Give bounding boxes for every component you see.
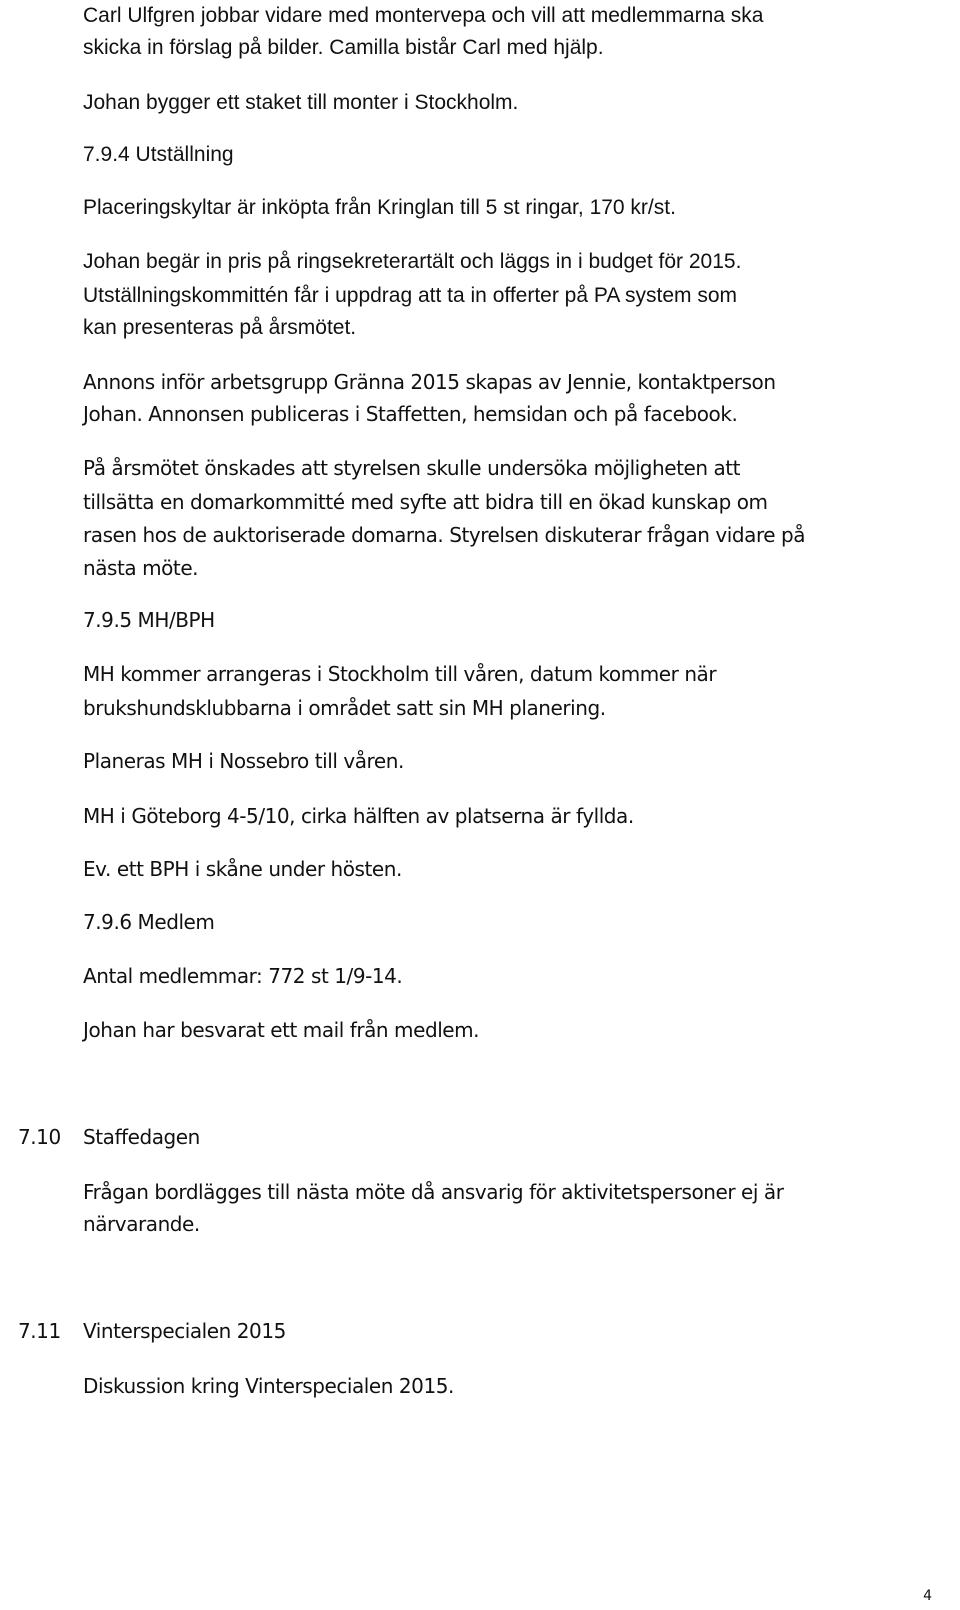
paragraph-line: skicka in förslag på bilder. Camilla bistår Carl med hjälp.	[83, 36, 604, 59]
paragraph-line: Antal medlemmar: 772 st 1/9-14.	[83, 964, 403, 988]
section-heading	[18, 1121, 200, 1153]
paragraph-line: Frågan bordlägges till nästa möte då ansvarig för aktivitetspersoner ej är	[83, 1180, 784, 1204]
paragraph-line: På årsmötet önskades att styrelsen skulle undersöka möjligheten att	[83, 456, 741, 480]
section-number: 7.11	[18, 1319, 61, 1343]
paragraph-line: tillsätta en domarkommitté med syfte att bidra till en ökad kunskap om	[83, 490, 768, 514]
paragraph-line: Utställningskommittén får i uppdrag att ta in offerter på PA system som	[83, 284, 738, 307]
section-heading	[18, 1315, 286, 1347]
paragraph-line: kan presenteras på årsmötet.	[83, 316, 357, 339]
section-title: Staffedagen	[83, 1125, 200, 1149]
paragraph-line: Johan bygger ett staket till monter i Stockholm.	[83, 91, 519, 114]
paragraph-line: Annons inför arbetsgrupp Gränna 2015 skapas av Jennie, kontaktperson	[83, 370, 776, 394]
paragraph-line: rasen hos de auktoriserade domarna. Styrelsen diskuterar frågan vidare på	[83, 523, 806, 547]
paragraph-line: Johan. Annonsen publiceras i Staffetten, hemsidan och på facebook.	[83, 402, 738, 426]
paragraph-line: brukshundsklubbarna i området satt sin MH planering.	[83, 696, 606, 720]
paragraph-line: Carl Ulfgren jobbar vidare med montervepa och vill att medlemmarna ska	[83, 4, 764, 27]
subsection-title: 7.9.5 MH/BPH	[83, 608, 215, 632]
paragraph-line: Johan har besvarat ett mail från medlem.	[83, 1018, 480, 1042]
section-title: Vinterspecialen 2015	[83, 1319, 286, 1343]
paragraph-line: Diskussion kring Vinterspecialen 2015.	[83, 1374, 454, 1398]
subsection-title: 7.9.4 Utställning	[83, 143, 234, 166]
paragraph-line: Ev. ett BPH i skåne under hösten.	[83, 857, 402, 881]
subsection-title: 7.9.6 Medlem	[83, 910, 215, 934]
section-number: 7.10	[18, 1125, 61, 1149]
page-number: 4	[923, 1588, 932, 1604]
paragraph-line: Planeras MH i Nossebro till våren.	[83, 749, 404, 773]
paragraph-line: Johan begär in pris på ringsekreterartält och läggs in i budget för 2015.	[83, 250, 742, 273]
paragraph-line: Placeringskyltar är inköpta från Kringlan till 5 st ringar, 170 kr/st.	[83, 196, 676, 219]
paragraph-line: MH i Göteborg 4-5/10, cirka hälften av platserna är fyllda.	[83, 804, 634, 828]
paragraph-line: närvarande.	[83, 1212, 200, 1236]
paragraph-line: MH kommer arrangeras i Stockholm till våren, datum kommer när	[83, 662, 717, 686]
paragraph-line: nästa möte.	[83, 556, 199, 580]
